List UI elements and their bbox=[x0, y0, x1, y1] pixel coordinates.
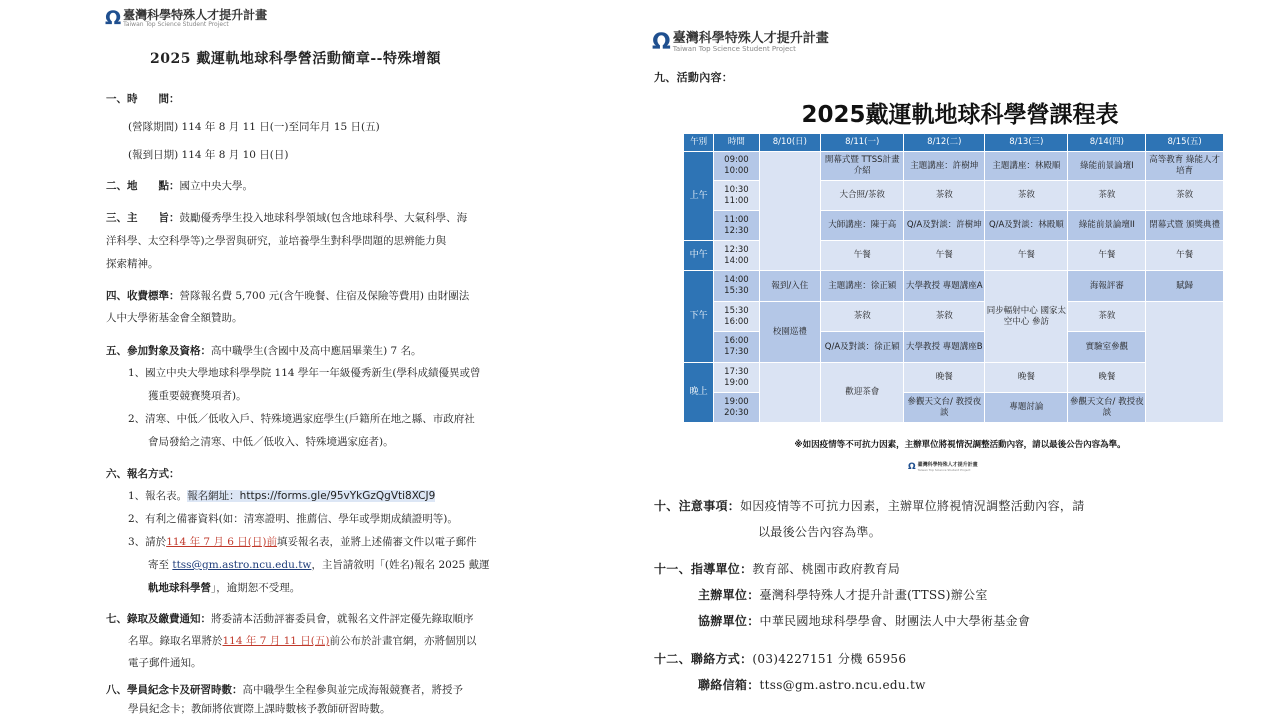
cell: 賦歸 bbox=[1146, 271, 1224, 302]
schedule-note: ※如因疫情等不可抗力因素，主辦單位將視情況調整活動內容，請以最後公告內容為準。 bbox=[794, 440, 1126, 450]
cell: Q/A及對談：林殿順 bbox=[985, 211, 1068, 241]
period-evening: 晚上 bbox=[684, 363, 714, 423]
section-8-line-2: 學員紀念卡；教師將依實際上課時數核予教師研習時數。 bbox=[128, 703, 391, 715]
cell: 茶敘 bbox=[904, 181, 985, 211]
table-header-row bbox=[684, 134, 1224, 152]
section-5: 五、參加對象及資格：高中職學生(含國中及高中應屆畢業生) 7 名。 bbox=[106, 345, 422, 357]
contact-email: 聯絡信箱：ttss@gm.astro.ncu.edu.tw bbox=[698, 678, 926, 692]
section-3-line-3: 探索精神。 bbox=[106, 258, 159, 270]
cell: 參觀天文台/ 教授夜談 bbox=[1068, 393, 1146, 423]
logo-en-small: Taiwan Top Science Student Project bbox=[917, 467, 971, 472]
cell-empty bbox=[1146, 302, 1224, 423]
section-7-line-2: 名單。錄取名單將於114 年 7 月 11 日(五)前公布於計畫官網，亦將個別以 bbox=[128, 635, 477, 647]
omega-logo-icon: Ω bbox=[652, 30, 671, 55]
table-row bbox=[684, 271, 1224, 302]
time-cell: 16:00 17:30 bbox=[714, 332, 759, 363]
cell: 報到/入住 bbox=[759, 271, 821, 302]
schedule-table bbox=[683, 133, 1224, 423]
cell: 午餐 bbox=[821, 241, 904, 271]
cell: 高等教育 綠能人才培育 bbox=[1146, 152, 1224, 181]
ttss-logo-small bbox=[908, 463, 978, 472]
camp-period: (營隊期間) 114 年 8 月 11 日(一)至同年月 15 日(五) bbox=[128, 121, 380, 133]
cell: 茶敘 bbox=[1068, 302, 1146, 332]
cell: 開幕式暨 TTSS計畫介紹 bbox=[821, 152, 904, 181]
cell: 校園巡禮 bbox=[759, 302, 821, 363]
section-7-line-1: 七、錄取及繳費通知：將委請本活動評審委員會，就報名文件評定優先錄取順序 bbox=[106, 613, 474, 625]
table-row bbox=[684, 302, 1224, 332]
time-cell: 12:30 14:00 bbox=[714, 241, 759, 271]
cell-empty bbox=[759, 363, 821, 423]
ttss-logo-right bbox=[652, 32, 829, 54]
time-cell: 09:00 10:00 bbox=[714, 152, 759, 181]
eligibility-2-line-1: 2、清寒、中低／低收入戶、特殊境遇家庭學生(戶籍所在地之縣、市政府社 bbox=[128, 413, 475, 425]
logo-zh: 臺灣科學特殊人才提升計畫 bbox=[123, 8, 268, 22]
header-day: 8/13(三) bbox=[985, 134, 1068, 152]
cell: 綠能前景論壇II bbox=[1068, 211, 1146, 241]
cell: 茶敘 bbox=[904, 302, 985, 332]
cell: 午餐 bbox=[1068, 241, 1146, 271]
cell: 晚餐 bbox=[985, 363, 1068, 393]
time-cell: 19:00 20:30 bbox=[714, 393, 759, 423]
time-cell: 10:30 11:00 bbox=[714, 181, 759, 211]
cell: 閉幕式暨 頒獎典禮 bbox=[1146, 211, 1224, 241]
cell: 大學教授 專題講座B bbox=[904, 332, 985, 363]
signup-item-3-line-1: 3、請於114 年 7 月 6 日(日)前填妥報名表，並將上述備審文件以電子郵件 bbox=[128, 536, 477, 548]
header-day: 8/14(四) bbox=[1068, 134, 1146, 152]
right-page bbox=[640, 0, 1280, 720]
announce-date: 114 年 7 月 11 日(五) bbox=[222, 635, 330, 647]
cell: 主題講座：林殿順 bbox=[985, 152, 1068, 181]
cell: 茶敘 bbox=[821, 302, 904, 332]
ttss-logo bbox=[105, 9, 267, 29]
eligibility-1-line-1: 1、國立中央大學地球科學學院 114 學年一年級優秀新生(學科成績優異或曾 bbox=[128, 367, 481, 379]
contact-email-link[interactable]: ttss@gm.astro.ncu.edu.tw bbox=[759, 678, 926, 692]
section-10-line-2: 以最後公告內容為準。 bbox=[758, 525, 882, 539]
cell: 大師講座：陳于高 bbox=[821, 211, 904, 241]
cell: 大學教授 專題講座A bbox=[904, 271, 985, 302]
cell: 同步輻射中心 國家太空中心 參訪 bbox=[985, 271, 1068, 363]
table-row bbox=[684, 363, 1224, 393]
cell: 主題講座：許樹坤 bbox=[904, 152, 985, 181]
cell: 大合照/茶敘 bbox=[821, 181, 904, 211]
cell: 參觀天文台/ 教授夜談 bbox=[904, 393, 985, 423]
time-cell: 11:00 12:30 bbox=[714, 211, 759, 241]
cell: Q/A及對談：徐正穎 bbox=[821, 332, 904, 363]
section-8-line-1: 八、學員紀念卡及研習時數：高中職學生全程參與並完成海報競賽者，將授予 bbox=[106, 684, 463, 696]
cell: 海報評審 bbox=[1068, 271, 1146, 302]
period-morning: 上午 bbox=[684, 152, 714, 241]
section-10-line-1: 十、注意事項：如因疫情等不可抗力因素，主辦單位將視情況調整活動內容，請 bbox=[654, 499, 1085, 513]
section-3-line-1: 三、主 旨：鼓勵優秀學生投入地球科學領域(包含地球科學、大氣科學、海 bbox=[106, 212, 468, 224]
section-4-line-1: 四、收費標準：營隊報名費 5,700 元(含午晚餐、住宿及保險等費用) 由財團法 bbox=[106, 290, 470, 302]
section-3-line-2: 洋科學、太空科學等)之學習與研究，並培養學生對科學問題的思辨能力與 bbox=[106, 235, 447, 247]
section-2: 二、地 點：國立中央大學。 bbox=[106, 180, 253, 192]
cell: 實驗室參觀 bbox=[1068, 332, 1146, 363]
section-4-line-2: 人中大學術基金會全額贊助。 bbox=[106, 312, 243, 324]
signup-item-3-line-2: 寄至 ttss@gm.astro.ncu.edu.tw，主旨請敘明「(姓名)報名 2025 戴運 bbox=[148, 559, 490, 571]
period-noon: 中午 bbox=[684, 241, 714, 271]
eligibility-2-line-2: 會局發給之清寒、中低／低收入、特殊境遇家庭者)。 bbox=[148, 436, 394, 448]
cell: 綠能前景論壇I bbox=[1068, 152, 1146, 181]
table-row bbox=[684, 152, 1224, 181]
email-link[interactable]: ttss@gm.astro.ncu.edu.tw bbox=[172, 559, 312, 571]
document-title: 2025 戴運軌地球科學營活動簡章--特殊增額 bbox=[150, 51, 441, 67]
cell: 茶敘 bbox=[1146, 181, 1224, 211]
section-11: 十一、指導單位：教育部、桃園市政府教育局 bbox=[654, 562, 901, 576]
omega-logo-icon: Ω bbox=[105, 7, 122, 30]
cell: 午餐 bbox=[904, 241, 985, 271]
cell: 專題討論 bbox=[985, 393, 1068, 423]
header-time: 時間 bbox=[714, 134, 759, 152]
period-afternoon: 下午 bbox=[684, 271, 714, 363]
cell: 茶敘 bbox=[985, 181, 1068, 211]
cell: 茶敘 bbox=[1068, 181, 1146, 211]
header-day: 8/15(五) bbox=[1146, 134, 1224, 152]
omega-logo-icon: Ω bbox=[908, 462, 916, 472]
signup-item-2: 2、有利之備審資料(如：清寒證明、推薦信、學年或學期成績證明等)。 bbox=[128, 513, 458, 525]
section-1-heading: 一、時 間： bbox=[106, 93, 180, 105]
section-7-line-3: 電子郵件通知。 bbox=[128, 657, 202, 669]
eligibility-1-line-2: 獲重要競賽獎項者)。 bbox=[148, 390, 247, 402]
signup-item-1: 1、報名表。報名網址：https://forms.gle/95vYkGzQgVti8XCJ9 bbox=[128, 490, 436, 502]
cell: Q/A及對談：許樹坤 bbox=[904, 211, 985, 241]
cell: 歡迎茶會 bbox=[821, 363, 904, 423]
time-cell: 15:30 16:00 bbox=[714, 302, 759, 332]
cell: 晚餐 bbox=[904, 363, 985, 393]
cell: 午餐 bbox=[985, 241, 1068, 271]
cell: 晚餐 bbox=[1068, 363, 1146, 393]
signup-link[interactable]: 報名網址：https://forms.gle/95vYkGzQgVti8XCJ9 bbox=[187, 490, 436, 502]
header-day: 8/11(一) bbox=[821, 134, 904, 152]
logo-en: Taiwan Top Science Student Project bbox=[123, 21, 229, 29]
cell: 午餐 bbox=[1146, 241, 1224, 271]
time-cell: 14:00 15:30 bbox=[714, 271, 759, 302]
cell-empty bbox=[759, 152, 821, 271]
section-9-heading: 九、活動內容： bbox=[654, 71, 734, 84]
section-12: 十二、聯絡方式：(03)4227151 分機 65956 bbox=[654, 652, 907, 666]
cell: 主題講座：徐正穎 bbox=[821, 271, 904, 302]
deadline-date: 114 年 7 月 6 日(日)前 bbox=[166, 536, 277, 548]
logo-zh-right: 臺灣科學特殊人才提升計畫 bbox=[672, 31, 829, 46]
host-unit: 主辦單位：臺灣科學特殊人才提升計畫(TTSS)辦公室 bbox=[698, 588, 988, 602]
time-cell: 17:30 19:00 bbox=[714, 363, 759, 393]
section-6-heading: 六、報名方式： bbox=[106, 468, 180, 480]
checkin-date: (報到日期) 114 年 8 月 10 日(日) bbox=[128, 149, 289, 161]
header-day: 8/10(日) bbox=[759, 134, 821, 152]
logo-en-right: Taiwan Top Science Student Project bbox=[672, 45, 796, 54]
signup-item-3-line-3: 軌地球科學營」，逾期恕不受理。 bbox=[148, 582, 301, 594]
logo-zh-small: 臺灣科學特殊人才提升計畫 bbox=[917, 462, 978, 469]
co-host-unit: 協辦單位：中華民國地球科學學會、財團法人中大學術基金會 bbox=[698, 614, 1031, 628]
header-period: 午別 bbox=[684, 134, 714, 152]
header-day: 8/12(二) bbox=[904, 134, 985, 152]
schedule-title: 2025戴運軌地球科學營課程表 bbox=[801, 102, 1119, 128]
